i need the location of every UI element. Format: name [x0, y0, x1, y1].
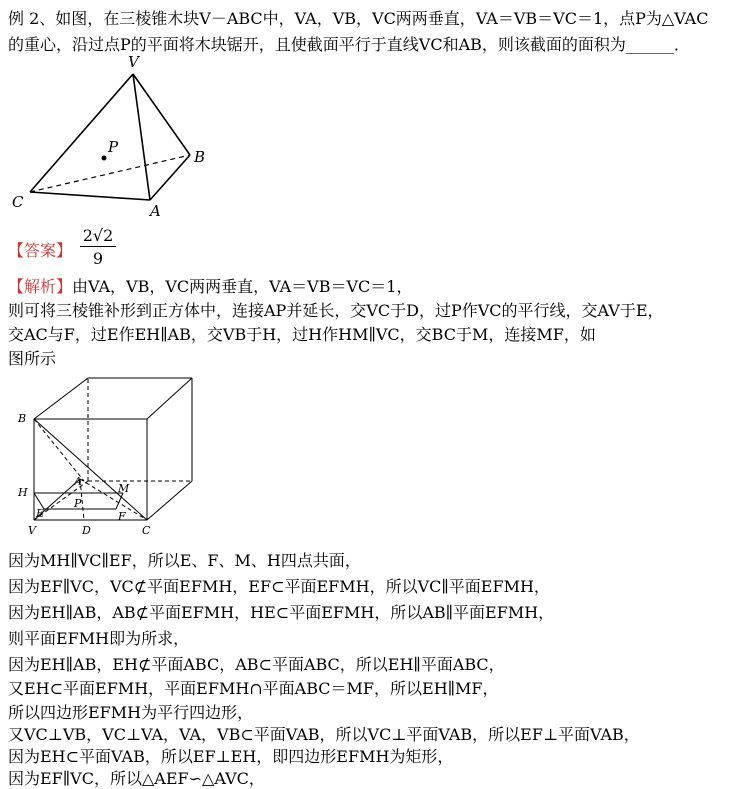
proof-line-3: 因为EH∥AB，AB⊄平面EFMH，HE⊂平面EFMH，所以AB∥平面EFMH，	[8, 603, 555, 622]
problem-line-2: 的重心，沿过点P的平面将木块锯开，且使截面平行于直线VC和AB，则该截面的面积为______．	[8, 35, 690, 54]
edge-va	[133, 74, 150, 200]
label-a: A	[74, 475, 82, 488]
label-b: B	[194, 148, 206, 166]
label-f: F	[118, 510, 126, 523]
analysis-line-1	[8, 274, 412, 297]
answer-denominator: 9	[92, 249, 104, 268]
proof-line-4: 则平面EFMH即为所求，	[8, 629, 190, 648]
proof-line-2: 因为EF∥VC，VC⊄平面EFMH，EF⊂平面EFMH，所以VC∥平面EFMH，	[8, 577, 550, 596]
label-c: C	[12, 193, 24, 211]
edge-vc	[30, 74, 133, 192]
tetrahedron-figure	[8, 52, 238, 222]
edge-ab	[150, 155, 190, 200]
label-p: P	[74, 497, 82, 510]
proof-line-1: 因为MH∥VC∥EF，所以E、F、M、H四点共面，	[8, 551, 361, 570]
proof-line-10: 因为EF∥VC，所以△AEF∽△AVC，	[8, 769, 265, 788]
label-c: C	[142, 524, 151, 537]
cube-figure	[8, 372, 208, 544]
analysis-line-3: 交AC与F，过E作EH∥AB，交VB于H，过H作HM∥VC，交BC于M，连接MF，如	[8, 325, 596, 344]
label-h: H	[18, 486, 28, 499]
label-d: D	[82, 524, 91, 537]
label-p: P	[108, 138, 119, 156]
label-b: B	[18, 412, 27, 425]
label-e: E	[36, 507, 45, 520]
answer-tag: 【答案】	[8, 241, 73, 260]
problem-line-1: 例 2、如图，在三棱锥木块V－ABC中，VA，VB，VC两两垂直，VA＝VB＝VC＝1，点P为△VAC	[8, 9, 709, 28]
label-v: V	[128, 53, 139, 71]
answer-fraction	[80, 226, 116, 268]
edge-ca	[30, 192, 150, 200]
analysis-tag: 【解析】	[8, 277, 73, 296]
analysis-line-4: 图所示	[8, 349, 57, 368]
proof-line-6: 又EH⊂平面EFMH，平面EFMH∩平面ABC＝MF，所以EH∥MF，	[8, 679, 499, 698]
analysis-line-1-text: 由VA，VB，VC两两垂直，VA＝VB＝VC＝1，	[72, 277, 413, 296]
edge-cb-hidden	[30, 155, 190, 192]
label-m: M	[118, 482, 130, 495]
label-v: V	[28, 524, 36, 537]
proof-line-9: 因为EH⊂平面VAB，所以EF⊥EH，即四边形EFMH为矩形，	[8, 747, 454, 766]
proof-line-8: 又VC⊥VB，VC⊥VA，VA，VB⊂平面VAB，所以VC⊥平面VAB，所以EF⊥平面VAB，	[8, 725, 640, 744]
proof-line-5: 因为EH∥AB，EH⊄平面ABC，AB⊂平面ABC，所以EH∥平面ABC，	[8, 655, 505, 674]
label-a: A	[150, 202, 161, 220]
answer-numerator: 2√2	[80, 226, 116, 247]
proof-line-7: 所以四边形EFMH为平行四边形，	[8, 703, 254, 722]
analysis-line-2: 则可将三棱锥补形到正方体中，连接AP并延长，交VC于D，过P作VC的平行线，交AV于E，	[8, 301, 664, 320]
point-p	[102, 156, 107, 161]
